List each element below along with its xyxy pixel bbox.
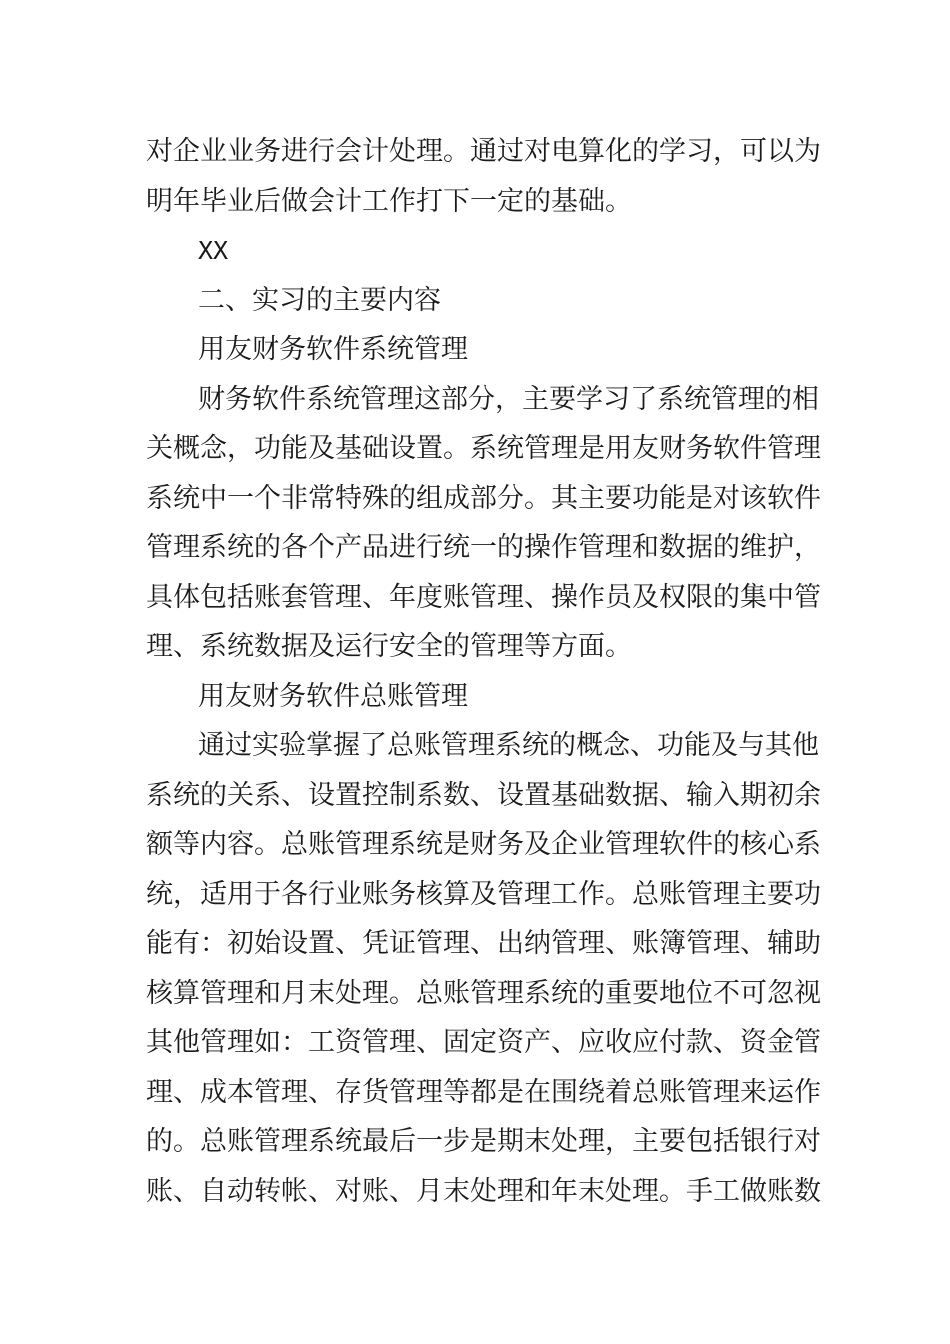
paragraph-line: 的。总账管理系统最后一步是期末处理，主要包括银行对 [146,1126,821,1157]
paragraph-line: 具体包括账套管理、年度账管理、操作员及权限的集中管 [146,581,821,613]
subsection-heading: 用友财务软件系统管理 [198,334,468,365]
paragraph-line: 额等内容。总账管理系统是财务及企业管理软件的核心系 [146,829,821,860]
paragraph-line: 理、系统数据及运行安全的管理等方面。 [146,631,632,662]
paragraph-line: 通过实验掌握了总账管理系统的概念、功能及与其他 [198,730,819,761]
paragraph-line: 账、自动转帐、对账、月末处理和年末处理。手工做账数 [146,1175,821,1207]
paragraph-line: 财务软件系统管理这部分，主要学习了系统管理的相 [198,383,819,415]
paragraph-line: 能有：初始设置、凭证管理、出纳管理、账簿管理、辅助 [146,928,821,959]
body-text [146,127,821,1216]
paragraph-line: 理、成本管理、存货管理等都是在围绕着总账管理来运作 [146,1076,821,1108]
paragraph-line: 系统的关系、设置控制系数、设置基础数据、输入期初余 [146,779,821,811]
placeholder-line: XX [198,236,229,265]
paragraph-line: 系统中一个非常特殊的组成部分。其主要功能是对该软件 [146,482,821,514]
section-heading: 二、实习的主要内容 [198,284,441,316]
paragraph-line: 明年毕业后做会计工作打下一定的基础。 [146,185,632,217]
paragraph-line: 统，适用于各行业账务核算及管理工作。总账管理主要功 [146,878,821,910]
paragraph-line: 核算管理和月末处理。总账管理系统的重要地位不可忽视 [146,977,821,1009]
paragraph-line: 管理系统的各个产品进行统一的操作管理和数据的维护， [146,532,821,563]
paragraph-line: 其他管理如：工资管理、固定资产、应收应付款、资金管 [146,1027,821,1058]
paragraph-line: 对企业业务进行会计处理。通过对电算化的学习，可以为 [146,136,821,167]
subsection-heading: 用友财务软件总账管理 [198,680,468,712]
paragraph-line: 关概念，功能及基础设置。系统管理是用友财务软件管理 [146,433,821,464]
